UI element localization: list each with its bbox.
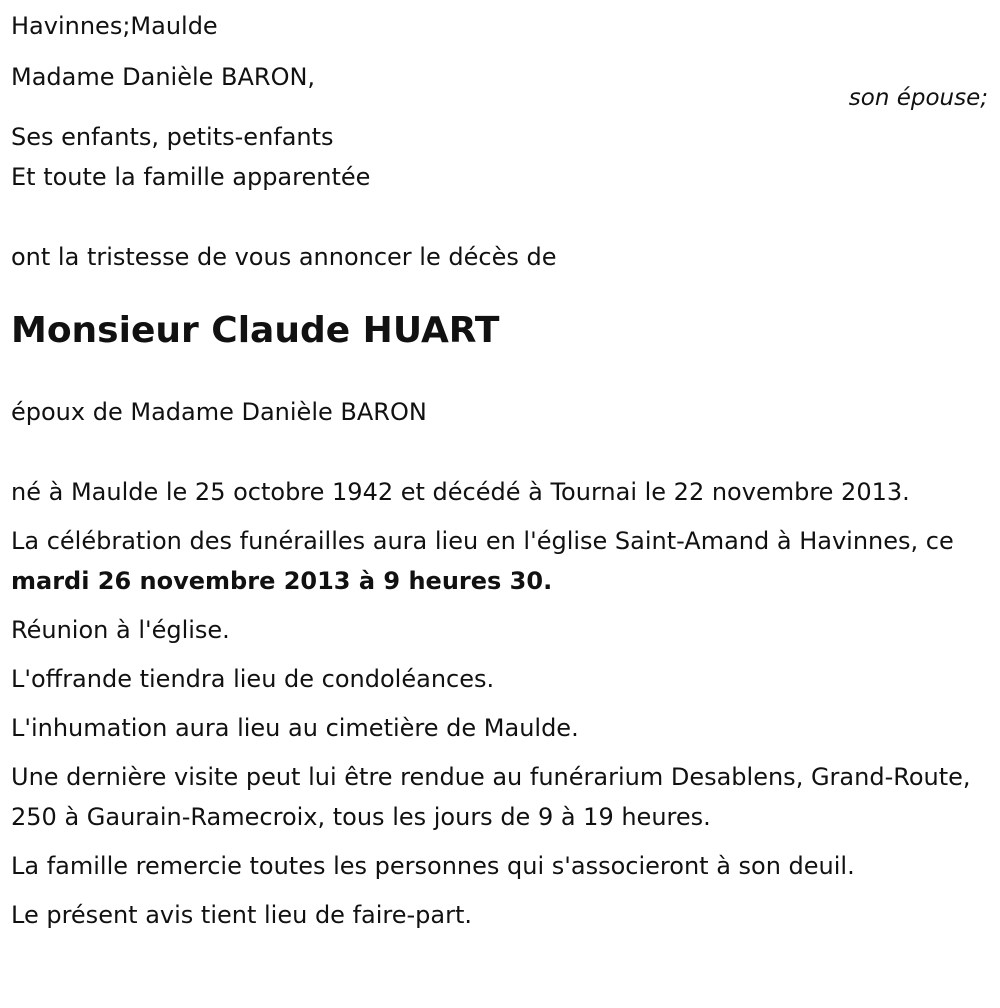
ceremony-intro-text: La célébration des funérailles aura lieu en l'église Saint-Amand à Havinnes, ce xyxy=(11,527,954,555)
deceased-name-title: Monsieur Claude HUART xyxy=(11,310,500,351)
obituary-notice xyxy=(11,6,991,935)
spouse-name-line: Madame Danièle BARON, xyxy=(11,63,316,91)
spouse-of-line: époux de Madame Danièle BARON xyxy=(11,398,427,426)
visit-paragraph: Une dernière visite peut lui être rendue au funérarium Desablens, Grand-Route, 250 à Gaurain-Ramecroix, tous les jours de 9 à 19 heures. xyxy=(11,763,971,831)
spouse-role-note: son épouse; xyxy=(848,85,988,111)
offering-paragraph: L'offrande tiendra lieu de condoléances. xyxy=(11,665,495,693)
announcement-intro: ont la tristesse de vous annoncer le décès de xyxy=(11,243,557,271)
burial-paragraph: L'inhumation aura lieu au cimetière de Maulde. xyxy=(11,714,579,742)
thanks-paragraph: La famille remercie toutes les personnes qui s'associeront à son deuil. xyxy=(11,852,855,880)
birth-death-paragraph: né à Maulde le 25 octobre 1942 et décédé à Tournai le 22 novembre 2013. xyxy=(11,478,910,506)
ceremony-datetime: mardi 26 novembre 2013 à 9 heures 30. xyxy=(11,567,553,595)
children-line: Ses enfants, petits-enfants xyxy=(11,123,334,151)
notice-paragraph: Le présent avis tient lieu de faire-part. xyxy=(11,901,473,929)
meeting-paragraph: Réunion à l'église. xyxy=(11,616,230,644)
family-line: Et toute la famille apparentée xyxy=(11,163,371,191)
location-line: Havinnes;Maulde xyxy=(11,12,218,40)
ceremony-paragraph xyxy=(11,521,991,601)
